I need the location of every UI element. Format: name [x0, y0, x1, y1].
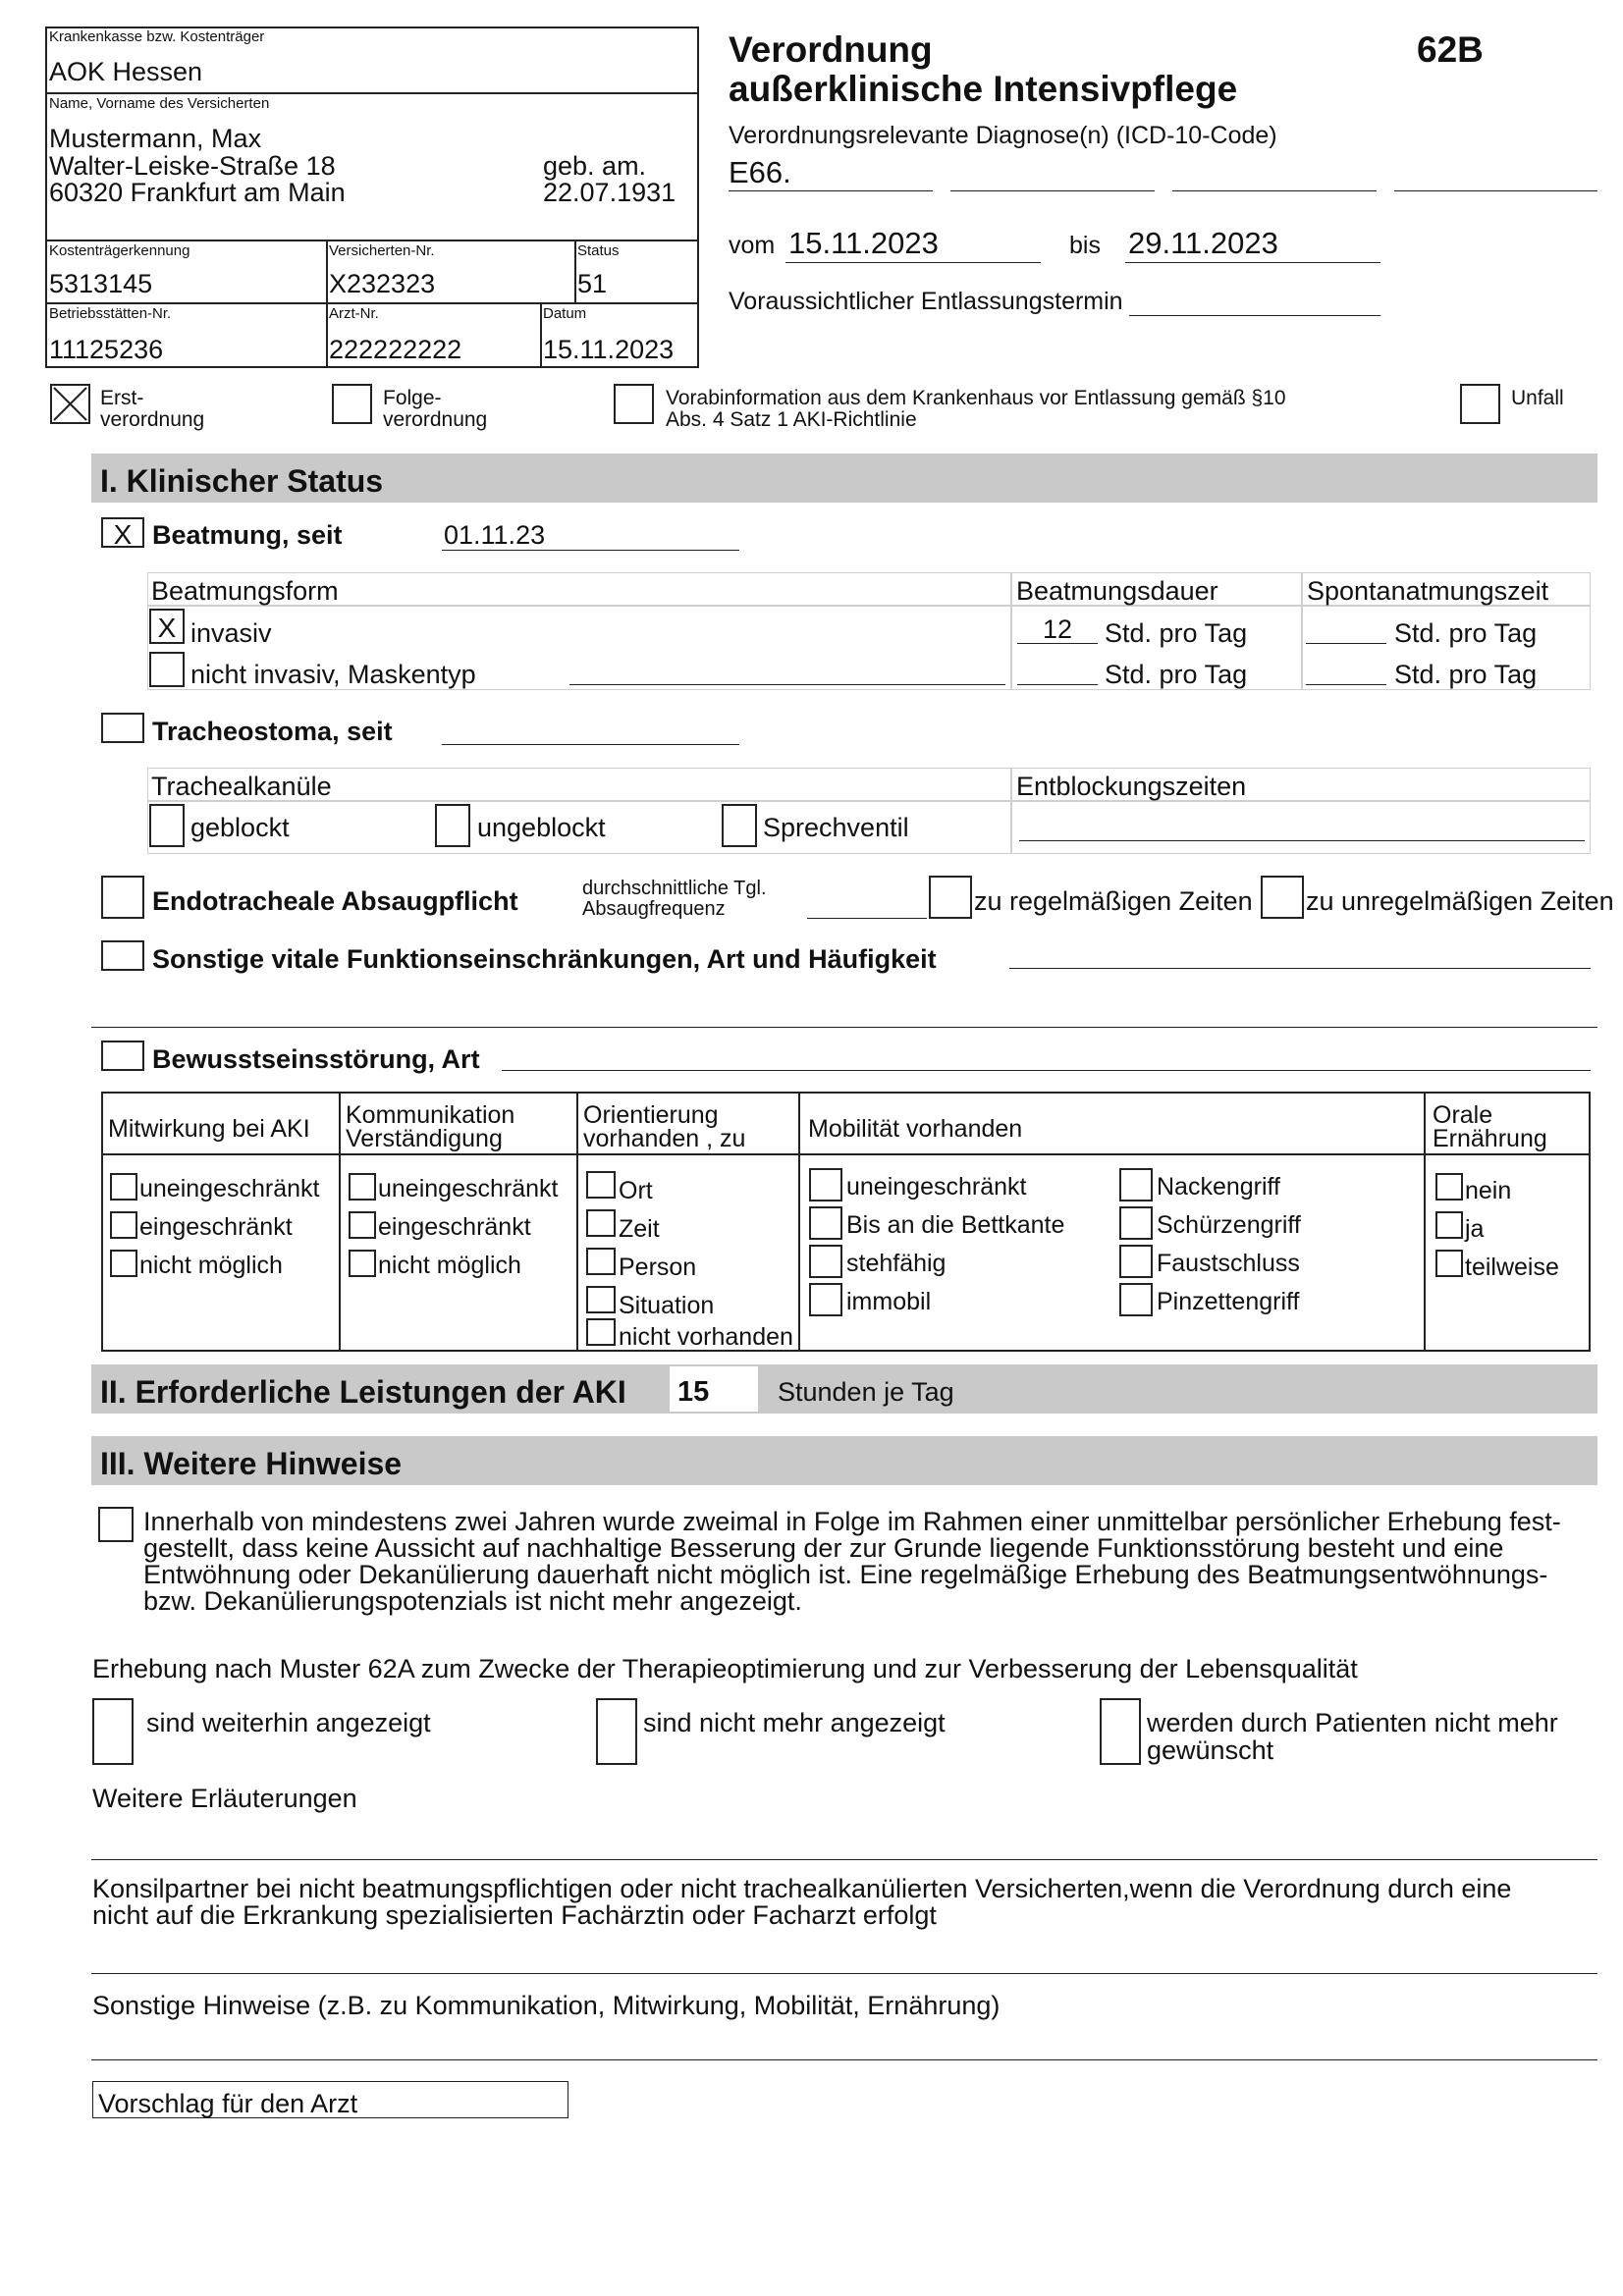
mobilitaet-item: Nackengriff: [1157, 1173, 1280, 1201]
sonstige-hinweise-label: Sonstige Hinweise (z.B. zu Kommunikation, Mitwirkung, Mobilität, Ernährung): [92, 1991, 1001, 2020]
datum-value[interactable]: 15.11.2023: [543, 335, 675, 364]
vnr-label: Versicherten-Nr.: [329, 242, 435, 259]
form-title-line1: Verordnung: [729, 29, 933, 70]
section-1-title: I. Klinischer Status: [100, 463, 384, 499]
nicht-invasiv-spontan-line[interactable]: [1306, 684, 1386, 685]
kommunikation-header-1: Kommunikation: [346, 1101, 515, 1129]
vnr-value[interactable]: X232323: [329, 269, 436, 298]
orientierung-checkbox[interactable]: [586, 1248, 616, 1275]
grid-divider: [576, 1092, 578, 1352]
absaugpflicht-checkbox[interactable]: [101, 876, 144, 919]
form-title-line2: außerklinische Intensivpflege: [729, 69, 1238, 109]
mobilitaet-item: Pinzettengriff: [1157, 1288, 1300, 1315]
absaug-freq-label-1: durchschnittliche Tgl.: [582, 878, 767, 899]
folgeverordnung-checkbox[interactable]: [332, 384, 372, 424]
ktk-value[interactable]: 5313145: [49, 269, 153, 298]
mobilitaet-header: Mobilität vorhanden: [808, 1115, 1023, 1143]
konsil-label-2: nicht auf die Erkrankung spezialisierten Fachärztin oder Facharzt erfolgt: [92, 1900, 937, 1930]
vorab-label-2: Abs. 4 Satz 1 AKI-Richtlinie: [666, 408, 917, 431]
bis-line: [1125, 262, 1380, 263]
invasiv-spontan-unit: Std. pro Tag: [1394, 618, 1538, 648]
regelmaessig-label: zu regelmäßigen Zeiten: [974, 886, 1253, 916]
erhebung-label: Erhebung nach Muster 62A zum Zwecke der Therapieoptimierung und zur Verbesserung der Lebensqualität: [92, 1654, 1358, 1683]
form-code: 62B: [1417, 29, 1484, 70]
invasiv-unit: Std. pro Tag: [1105, 618, 1248, 648]
diagnosis-line-3[interactable]: [1172, 190, 1377, 191]
mobilitaet-checkbox[interactable]: [809, 1245, 842, 1278]
mobilitaet-checkbox[interactable]: [1119, 1283, 1153, 1316]
ernaehrung-checkbox[interactable]: [1435, 1173, 1463, 1201]
folge-label-2: verordnung: [383, 408, 488, 431]
mitwirkung-item: nicht möglich: [139, 1252, 283, 1279]
mobilitaet-item: Schürzengriff: [1157, 1211, 1301, 1239]
grid-divider: [798, 1092, 800, 1352]
name-label: Name, Vorname des Versicherten: [49, 95, 270, 112]
street-value[interactable]: Walter-Leiske-Straße 18: [49, 151, 336, 181]
bsnr-label: Betriebsstätten-Nr.: [49, 305, 172, 322]
kasse-value[interactable]: AOK Hessen: [49, 57, 203, 86]
kommunikation-checkbox[interactable]: [349, 1250, 376, 1277]
paragraph-line: gestellt, dass keine Aussicht auf nachhaltige Besserung der zur Grunde liegende Funktionsstörung besteht und eine: [143, 1533, 1504, 1563]
geb-label: geb. am.: [543, 151, 647, 181]
mitwirkung-header: Mitwirkung bei AKI: [108, 1115, 310, 1143]
mobilitaet-checkbox[interactable]: [809, 1168, 842, 1201]
mobilitaet-item: stehfähig: [846, 1250, 947, 1277]
orientierung-item: Person: [619, 1254, 697, 1281]
paragraph-line: bzw. Dekanülierungspotenzials ist nicht mehr angezeigt.: [143, 1586, 802, 1616]
bis-value[interactable]: 29.11.2023: [1128, 226, 1278, 260]
invasiv-hours[interactable]: 12: [1043, 614, 1073, 644]
mitwirkung-checkbox[interactable]: [110, 1250, 137, 1277]
folge-label-1: Folge-: [383, 387, 442, 409]
nicht-invasiv-unit: Std. pro Tag: [1105, 660, 1248, 689]
sonstige-hinweise-line[interactable]: [91, 2059, 1597, 2060]
orientierung-checkbox[interactable]: [586, 1286, 616, 1313]
orientierung-header-1: Orientierung: [583, 1101, 719, 1129]
invasiv-label: invasiv: [190, 618, 272, 648]
nicht-mehr-angezeigt-checkbox[interactable]: [596, 1698, 637, 1765]
col-beatmungsdauer: Beatmungsdauer: [1016, 576, 1218, 606]
bewusstsein-checkbox[interactable]: [101, 1041, 144, 1071]
diagnosis-value[interactable]: E66.: [729, 155, 791, 189]
nicht-invasiv-hours-line[interactable]: [1017, 684, 1098, 685]
mitwirkung-item: eingeschränkt: [139, 1213, 293, 1241]
ernaehrung-header-1: Orale: [1433, 1101, 1493, 1129]
status-label: Status: [577, 242, 620, 259]
beatmung-date[interactable]: 01.11.23: [444, 520, 546, 550]
sonstige-vitale-line-2[interactable]: [91, 1027, 1597, 1028]
unregelmaessig-label: zu unregelmäßigen Zeiten: [1306, 886, 1614, 916]
mobilitaet-checkbox[interactable]: [1119, 1245, 1153, 1278]
ernaehrung-item: nein: [1465, 1177, 1512, 1204]
vom-line: [785, 262, 1041, 263]
sonstige-vitale-label: Sonstige vitale Funktionseinschränkungen, Art und Häufigkeit: [152, 944, 937, 974]
orientierung-checkbox[interactable]: [586, 1171, 616, 1199]
weitere-line[interactable]: [91, 1859, 1597, 1860]
beatmung-date-line: [442, 550, 739, 551]
mobilitaet-checkbox[interactable]: [1119, 1206, 1153, 1240]
orientierung-checkbox[interactable]: [586, 1209, 616, 1237]
orientierung-item: Ort: [619, 1177, 653, 1204]
kanuele-table-cell: [1011, 801, 1591, 854]
geblockt-checkbox[interactable]: [149, 804, 185, 847]
mobilitaet-item: uneingeschränkt: [846, 1173, 1027, 1201]
unfall-label: Unfall: [1511, 387, 1564, 409]
bis-label: bis: [1069, 232, 1101, 259]
bewusstsein-line[interactable]: [502, 1070, 1591, 1071]
city-value[interactable]: 60320 Frankfurt am Main: [49, 178, 346, 207]
section-2-title: II. Erforderliche Leistungen der AKI: [100, 1374, 626, 1410]
mobilitaet-checkbox[interactable]: [809, 1206, 842, 1240]
paragraph-line: Innerhalb von mindestens zwei Jahren wurde zweimal in Folge im Rahmen einer unmittelbar persönlicher Erhebung fest-: [143, 1507, 1561, 1536]
mobilitaet-checkbox[interactable]: [1119, 1168, 1153, 1201]
sonstige-vitale-checkbox[interactable]: [101, 940, 144, 971]
grid-divider: [1424, 1092, 1426, 1352]
mobilitaet-item: Faustschluss: [1157, 1250, 1300, 1277]
sonstige-vitale-line[interactable]: [1009, 968, 1591, 969]
vorschlag-label: Vorschlag für den Arzt: [98, 2089, 358, 2118]
kommunikation-header-2: Verständigung: [346, 1125, 503, 1152]
col-beatmungsform: Beatmungsform: [151, 576, 339, 606]
mobilitaet-item: Bis an die Bettkante: [846, 1211, 1065, 1239]
bsnr-value[interactable]: 11125236: [49, 335, 164, 364]
mitwirkung-checkbox[interactable]: [110, 1173, 137, 1201]
arzt-value[interactable]: 222222222: [329, 335, 462, 364]
col-trachealkanuele: Trachealkanüle: [151, 772, 332, 801]
unfall-checkbox[interactable]: [1460, 384, 1500, 424]
geblockt-label: geblockt: [190, 813, 290, 842]
beatmung-label: Beatmung, seit: [152, 520, 343, 550]
orientierung-item: nicht vorhanden: [619, 1323, 793, 1351]
diagnosis-label: Verordnungsrelevante Diagnose(n) (ICD-10-Code): [729, 122, 1277, 149]
diagnosis-line-4[interactable]: [1394, 190, 1597, 191]
ernaehrung-checkbox[interactable]: [1435, 1250, 1463, 1277]
sprechventil-checkbox[interactable]: [722, 804, 757, 847]
ktk-label: Kostenträgerkennung: [49, 242, 190, 259]
weiterhin-angezeigt-label: sind weiterhin angezeigt: [146, 1708, 431, 1737]
divider: [574, 240, 576, 302]
grid-header-divider: [101, 1153, 1591, 1155]
ernaehrung-checkbox[interactable]: [1435, 1211, 1463, 1239]
diagnosis-line-2[interactable]: [950, 190, 1155, 191]
paragraph-line: Entwöhnung oder Dekanülierung dauerhaft nicht möglich ist. Eine regelmäßige Erhebung des Beatmungsentwöhnungs-: [143, 1560, 1548, 1589]
ungeblockt-checkbox[interactable]: [435, 804, 470, 847]
kasse-label: Krankenkasse bzw. Kostenträger: [49, 28, 265, 45]
ernaehrung-item: ja: [1465, 1215, 1485, 1243]
vorab-label-1: Vorabinformation aus dem Krankenhaus vor Entlassung gemäß §10: [666, 387, 1286, 409]
absaug-freq-line[interactable]: [807, 918, 927, 919]
divider: [45, 92, 699, 94]
keine-aussicht-checkbox[interactable]: [98, 1507, 134, 1542]
absaugpflicht-label: Endotracheale Absaugpflicht: [152, 886, 518, 916]
nicht-gewuenscht-label-2: gewünscht: [1147, 1735, 1274, 1765]
diagnosis-line-1[interactable]: [729, 190, 933, 191]
nicht-invasiv-label: nicht invasiv, Maskentyp: [190, 660, 476, 689]
weitere-label: Weitere Erläuterungen: [92, 1784, 357, 1813]
tracheostoma-checkbox[interactable]: [101, 713, 144, 743]
orientierung-checkbox[interactable]: [586, 1318, 616, 1346]
unregelmaessig-checkbox[interactable]: [1261, 876, 1304, 919]
kommunikation-item: uneingeschränkt: [378, 1175, 559, 1202]
ungeblockt-label: ungeblockt: [477, 813, 606, 842]
divider: [45, 240, 699, 241]
nicht-gewuenscht-checkbox[interactable]: [1100, 1698, 1141, 1765]
absaug-freq-label-2: Absaugfrequenz: [582, 898, 726, 920]
erst-label-1: Erst-: [100, 387, 144, 409]
mitwirkung-item: uneingeschränkt: [139, 1175, 320, 1202]
orientierung-header-2: vorhanden , zu: [583, 1125, 746, 1152]
divider: [326, 240, 328, 368]
nicht-invasiv-checkbox[interactable]: [149, 652, 185, 687]
kommunikation-checkbox[interactable]: [349, 1211, 376, 1239]
tracheostoma-label: Tracheostoma, seit: [152, 717, 393, 746]
invasiv-spontan-line[interactable]: [1306, 643, 1386, 644]
divider: [45, 302, 699, 304]
tracheostoma-date-line[interactable]: [442, 744, 739, 745]
nicht-gewuenscht-label-1: werden durch Patienten nicht mehr: [1147, 1708, 1558, 1737]
grid-divider: [339, 1092, 341, 1352]
status-value[interactable]: 51: [577, 269, 608, 298]
kommunikation-item: nicht möglich: [378, 1252, 521, 1279]
weiterhin-angezeigt-checkbox[interactable]: [92, 1698, 134, 1765]
datum-label: Datum: [543, 305, 587, 322]
konsil-label-1: Konsilpartner bei nicht beatmungspflichtigen oder nicht trachealkanülierten Versicherten,wenn die Verordnung durch eine: [92, 1874, 1512, 1903]
geb-value[interactable]: 22.07.1931: [543, 178, 676, 207]
check-cross-icon: [52, 386, 88, 422]
sprechventil-label: Sprechventil: [763, 813, 909, 842]
col-entblockungszeiten: Entblockungszeiten: [1016, 772, 1247, 801]
invasiv-checkbox[interactable]: X: [149, 609, 185, 644]
vom-label: vom: [729, 232, 776, 259]
nicht-invasiv-spontan-unit: Std. pro Tag: [1394, 660, 1538, 689]
mobilitaet-checkbox[interactable]: [809, 1283, 842, 1316]
regelmaessig-checkbox[interactable]: [929, 876, 972, 919]
divider: [540, 302, 542, 368]
kommunikation-item: eingeschränkt: [378, 1213, 531, 1241]
nicht-mehr-angezeigt-label: sind nicht mehr angezeigt: [643, 1708, 946, 1737]
col-spontanatmung: Spontanatmungszeit: [1307, 576, 1549, 606]
maskentyp-line[interactable]: [569, 684, 1005, 685]
vorabinformation-checkbox[interactable]: [614, 384, 654, 424]
orientierung-item: Zeit: [619, 1215, 660, 1243]
ernaehrung-header-2: Ernährung: [1433, 1125, 1547, 1152]
erst-label-2: verordnung: [100, 408, 205, 431]
mitwirkung-checkbox[interactable]: [110, 1211, 137, 1239]
orientierung-item: Situation: [619, 1292, 715, 1319]
name-value[interactable]: Mustermann, Max: [49, 124, 262, 153]
kommunikation-checkbox[interactable]: [349, 1173, 376, 1201]
invasiv-hours-line: [1017, 643, 1098, 644]
beatmung-checkbox[interactable]: X: [101, 517, 144, 548]
entlassung-input-line[interactable]: [1129, 315, 1380, 316]
section-3-title: III. Weitere Hinweise: [100, 1446, 403, 1481]
hours-value: 15: [677, 1376, 710, 1408]
ernaehrung-item: teilweise: [1465, 1254, 1559, 1281]
bewusstsein-label: Bewusstseinsstörung, Art: [152, 1044, 480, 1074]
entblockung-line[interactable]: [1019, 840, 1585, 841]
entlassung-label: Voraussichtlicher Entlassungstermin: [729, 288, 1123, 315]
vom-value[interactable]: 15.11.2023: [788, 226, 939, 260]
konsil-line[interactable]: [91, 1973, 1597, 1974]
mobilitaet-item: immobil: [846, 1288, 932, 1315]
erstverordnung-checkbox[interactable]: [50, 384, 90, 424]
hours-unit: Stunden je Tag: [778, 1377, 954, 1407]
arzt-label: Arzt-Nr.: [329, 305, 379, 322]
